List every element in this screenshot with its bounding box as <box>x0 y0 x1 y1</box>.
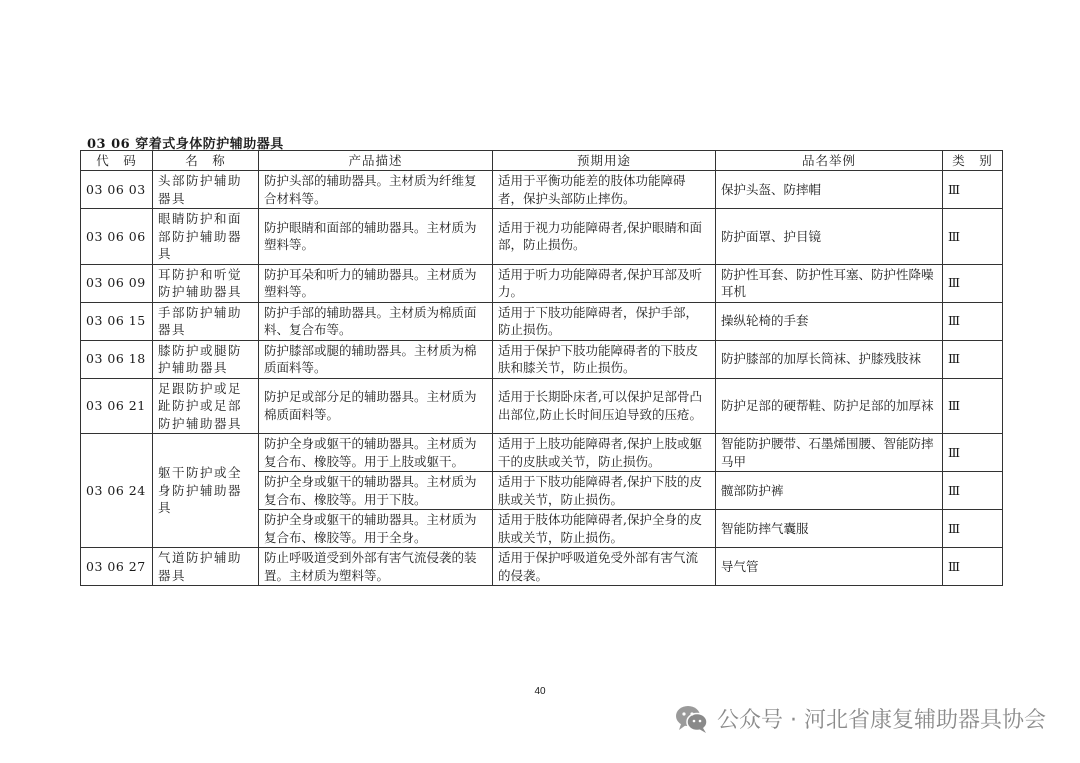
col-header-examples: 品名举例 <box>716 151 943 171</box>
watermark <box>675 703 1046 734</box>
code-cell: 03 06 15 <box>81 302 153 340</box>
examples-cell: 保护头盔、防摔帽 <box>716 171 943 209</box>
intended-use-cell: 适用于下肢功能障碍者，保护手部，防止损伤。 <box>493 302 716 340</box>
category-cell: Ⅲ <box>943 171 1003 209</box>
description-cell: 防护全身或躯干的辅助器具。主材质为复合布、橡胶等。用于全身。 <box>259 510 493 548</box>
category-cell: Ⅲ <box>943 340 1003 378</box>
name-cell: 耳防护和听觉防护辅助器具 <box>153 264 259 302</box>
intended-use-cell: 适用于视力功能障碍者,保护眼睛和面部，防止损伤。 <box>493 209 716 265</box>
examples-cell: 防护膝部的加厚长筒袜、护膝残肢袜 <box>716 340 943 378</box>
category-cell: Ⅲ <box>943 378 1003 434</box>
intended-use-cell: 适用于上肢功能障碍者,保护上肢或躯干的皮肤或关节，防止损伤。 <box>493 434 716 472</box>
section-title: 03 06 穿着式身体防护辅助器具 <box>87 137 284 152</box>
intended-use-cell: 适用于肢体功能障碍者,保护全身的皮肤或关节，防止损伤。 <box>493 510 716 548</box>
category-cell: Ⅲ <box>943 302 1003 340</box>
table-row <box>81 434 1003 472</box>
intended-use-cell: 适用于保护呼吸道免受外部有害气流的侵袭。 <box>493 548 716 586</box>
intended-use-cell: 适用于长期卧床者,可以保护足部骨凸出部位,防止长时间压迫导致的压疮。 <box>493 378 716 434</box>
table-row <box>81 171 1003 209</box>
category-cell: Ⅲ <box>943 264 1003 302</box>
description-cell: 防护全身或躯干的辅助器具。主材质为复合布、橡胶等。用于下肢。 <box>259 472 493 510</box>
table-row <box>81 264 1003 302</box>
category-cell: Ⅲ <box>943 434 1003 472</box>
examples-cell: 防护面罩、护目镜 <box>716 209 943 265</box>
intended-use-cell: 适用于听力功能障碍者,保护耳部及听力。 <box>493 264 716 302</box>
table-row <box>81 378 1003 434</box>
table-header-row <box>81 151 1003 171</box>
watermark-text: 公众号 · 河北省康复辅助器具协会 <box>717 708 1046 733</box>
col-header-intended-use: 预期用途 <box>493 151 716 171</box>
examples-cell: 导气管 <box>716 548 943 586</box>
category-cell: Ⅲ <box>943 209 1003 265</box>
intended-use-cell: 适用于保护下肢功能障碍者的下肢皮肤和膝关节，防止损伤。 <box>493 340 716 378</box>
code-cell: 03 06 06 <box>81 209 153 265</box>
category-cell: Ⅲ <box>943 548 1003 586</box>
description-cell: 防护耳朵和听力的辅助器具。主材质为塑料等。 <box>259 264 493 302</box>
examples-cell: 操纵轮椅的手套 <box>716 302 943 340</box>
name-cell: 眼睛防护和面部防护辅助器具 <box>153 209 259 265</box>
description-cell: 防护膝部或腿的辅助器具。主材质为棉质面料等。 <box>259 340 493 378</box>
code-cell: 03 06 27 <box>81 548 153 586</box>
examples-cell: 防护足部的硬帮鞋、防护足部的加厚袜 <box>716 378 943 434</box>
name-cell: 手部防护辅助器具 <box>153 302 259 340</box>
name-cell: 头部防护辅助器具 <box>153 171 259 209</box>
category-cell: Ⅲ <box>943 472 1003 510</box>
description-cell: 防护手部的辅助器具。主材质为棉质面料、复合布等。 <box>259 302 493 340</box>
table-row <box>81 340 1003 378</box>
col-header-description: 产品描述 <box>259 151 493 171</box>
intended-use-cell: 适用于下肢功能障碍者,保护下肢的皮肤或关节，防止损伤。 <box>493 472 716 510</box>
description-cell: 防护头部的辅助器具。主材质为纤维复合材料等。 <box>259 171 493 209</box>
description-cell: 防止呼吸道受到外部有害气流侵袭的装置。主材质为塑料等。 <box>259 548 493 586</box>
examples-cell: 智能防摔气囊服 <box>716 510 943 548</box>
col-header-category: 类 别 <box>943 151 1003 171</box>
examples-cell: 防护性耳套、防护性耳塞、防护性降噪耳机 <box>716 264 943 302</box>
table-row <box>81 209 1003 265</box>
col-header-code: 代 码 <box>81 151 153 171</box>
category-cell: Ⅲ <box>943 510 1003 548</box>
examples-cell: 髋部防护裤 <box>716 472 943 510</box>
col-header-name: 名 称 <box>153 151 259 171</box>
name-cell: 躯干防护或全身防护辅助器具 <box>153 434 259 548</box>
spec-table <box>80 150 1003 586</box>
description-cell: 防护眼睛和面部的辅助器具。主材质为塑料等。 <box>259 209 493 265</box>
code-cell: 03 06 24 <box>81 434 153 548</box>
table-row <box>81 548 1003 586</box>
name-cell: 足跟防护或足趾防护或足部防护辅助器具 <box>153 378 259 434</box>
intended-use-cell: 适用于平衡功能差的肢体功能障碍者，保护头部防止摔伤。 <box>493 171 716 209</box>
page-number: 40 <box>534 686 546 697</box>
code-cell: 03 06 09 <box>81 264 153 302</box>
code-cell: 03 06 21 <box>81 378 153 434</box>
code-cell: 03 06 03 <box>81 171 153 209</box>
name-cell: 膝防护或腿防护辅助器具 <box>153 340 259 378</box>
description-cell: 防护足或部分足的辅助器具。主材质为棉质面料等。 <box>259 378 493 434</box>
code-cell: 03 06 18 <box>81 340 153 378</box>
examples-cell: 智能防护腰带、石墨烯围腰、智能防摔马甲 <box>716 434 943 472</box>
table-row <box>81 302 1003 340</box>
name-cell: 气道防护辅助器具 <box>153 548 259 586</box>
description-cell: 防护全身或躯干的辅助器具。主材质为复合布、橡胶等。用于上肢或躯干。 <box>259 434 493 472</box>
wechat-icon <box>675 704 709 734</box>
